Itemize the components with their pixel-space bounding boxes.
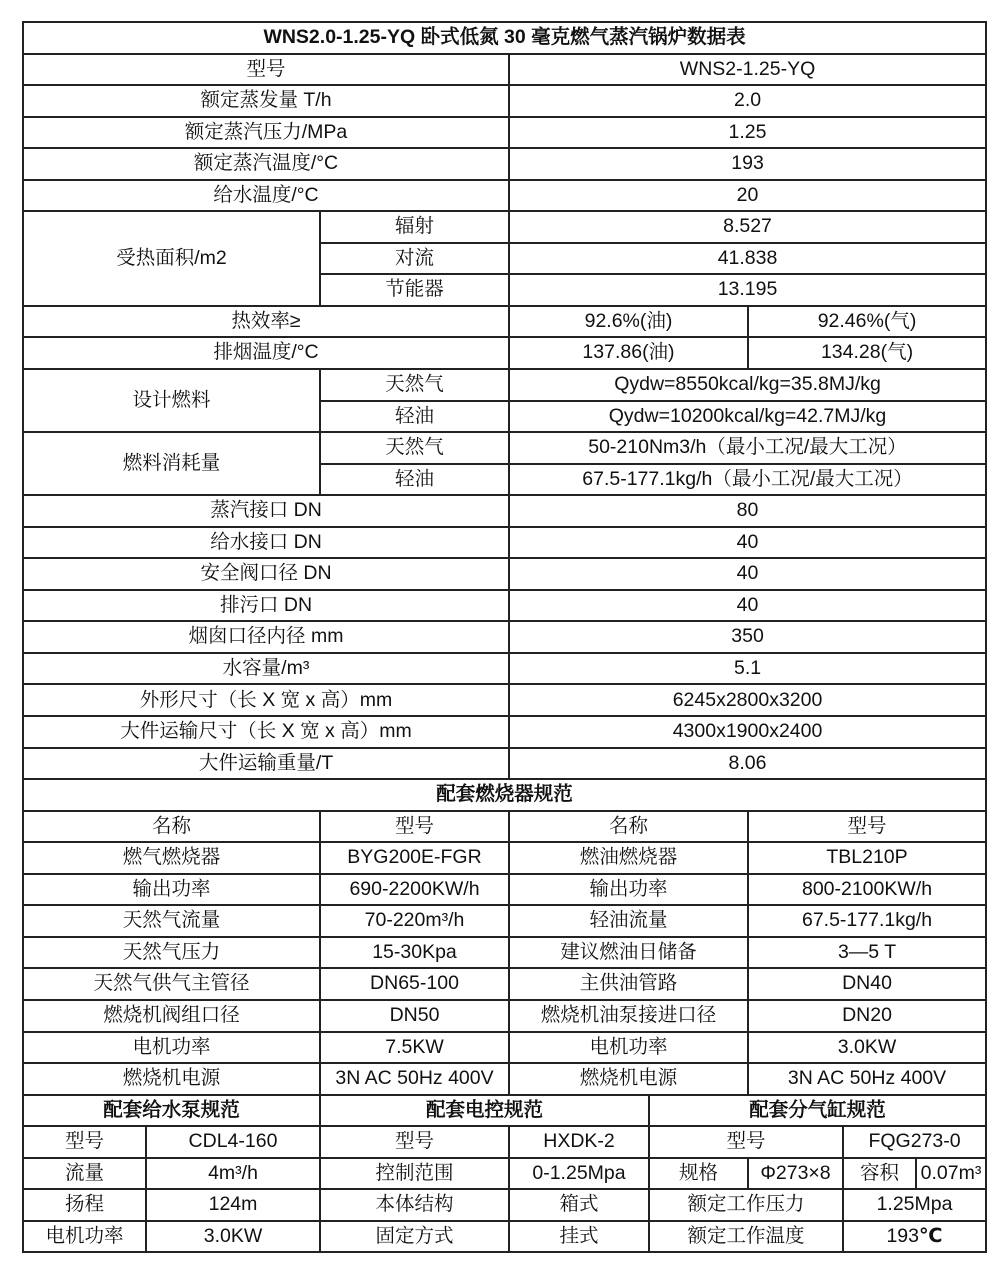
row-value-oil: 137.86(油) — [509, 337, 748, 369]
boiler-data-table — [22, 21, 987, 1253]
oil-burner-name: 轻油流量 — [509, 905, 748, 937]
oil-burner-value: TBL210P — [748, 842, 986, 874]
pump-value: 124m — [146, 1189, 320, 1221]
table-row — [23, 54, 986, 86]
control-label: 控制范围 — [320, 1158, 509, 1190]
control-value: 0-1.25Mpa — [509, 1158, 649, 1190]
row-label: 额定蒸汽温度/°C — [23, 148, 509, 180]
gas-burner-name: 天然气供气主管径 — [23, 968, 320, 1000]
gas-burner-name: 天然气压力 — [23, 937, 320, 969]
steam-header-value — [843, 1221, 986, 1253]
oil-burner-value: 67.5-177.1kg/h — [748, 905, 986, 937]
table-row — [23, 621, 986, 653]
table-row — [23, 211, 986, 243]
table-row — [23, 369, 986, 401]
row-label: 热效率≥ — [23, 306, 509, 338]
control-label: 固定方式 — [320, 1221, 509, 1253]
oil-burner-value: 800-2100KW/h — [748, 874, 986, 906]
table-row — [23, 937, 986, 969]
oil-burner-name: 建议燃油日储备 — [509, 937, 748, 969]
gas-burner-value: 70-220m³/h — [320, 905, 509, 937]
row-value: 40 — [509, 590, 986, 622]
table-row — [23, 1000, 986, 1032]
row-label: 安全阀口径 DN — [23, 558, 509, 590]
table-row — [23, 527, 986, 559]
burner-column-header-row — [23, 811, 986, 843]
group-label: 受热面积/m2 — [23, 211, 320, 306]
row-value: 5.1 — [509, 653, 986, 685]
row-label: 型号 — [23, 54, 509, 86]
table-row — [23, 148, 986, 180]
gas-burner-name: 输出功率 — [23, 874, 320, 906]
gas-burner-name: 燃烧机电源 — [23, 1063, 320, 1095]
gas-burner-name: 电机功率 — [23, 1032, 320, 1064]
sub-label: 轻油 — [320, 464, 509, 496]
column-header: 型号 — [320, 811, 509, 843]
sub-label: 辐射 — [320, 211, 509, 243]
oil-burner-value: DN20 — [748, 1000, 986, 1032]
row-label: 给水接口 DN — [23, 527, 509, 559]
row-label: 水容量/m³ — [23, 653, 509, 685]
oil-burner-name: 输出功率 — [509, 874, 748, 906]
table-row — [23, 1063, 986, 1095]
table-row — [23, 748, 986, 780]
steam-header-value: FQG273-0 — [843, 1126, 986, 1158]
row-value: Qydw=10200kcal/kg=42.7MJ/kg — [509, 401, 986, 433]
column-header: 名称 — [509, 811, 748, 843]
row-value: 2.0 — [509, 85, 986, 117]
steam-header-label: 型号 — [649, 1126, 843, 1158]
row-value: 6245x2800x3200 — [509, 684, 986, 716]
title-row — [23, 22, 986, 54]
row-label: 大件运输尺寸（长 X 宽 x 高）mm — [23, 716, 509, 748]
control-value: 箱式 — [509, 1189, 649, 1221]
pump-label: 流量 — [23, 1158, 146, 1190]
row-label: 给水温度/°C — [23, 180, 509, 212]
celsius-unit: ℃ — [918, 1224, 943, 1247]
steam-header-value: 1.25Mpa — [843, 1189, 986, 1221]
gas-burner-value: 690-2200KW/h — [320, 874, 509, 906]
pump-value: CDL4-160 — [146, 1126, 320, 1158]
row-value: 40 — [509, 527, 986, 559]
row-value: Qydw=8550kcal/kg=35.8MJ/kg — [509, 369, 986, 401]
table-title: WNS2.0-1.25-YQ 卧式低氮 30 毫克燃气蒸汽锅炉数据表 — [23, 22, 986, 54]
gas-burner-name: 燃烧机阀组口径 — [23, 1000, 320, 1032]
row-label: 蒸汽接口 DN — [23, 495, 509, 527]
steam-header-label: 容积 — [843, 1158, 916, 1190]
sub-label: 天然气 — [320, 369, 509, 401]
gas-burner-value: 15-30Kpa — [320, 937, 509, 969]
steam-header-value: Φ273×8 — [748, 1158, 843, 1190]
row-value-oil: 92.6%(油) — [509, 306, 748, 338]
steam-header-label: 额定工作压力 — [649, 1189, 843, 1221]
row-value: 80 — [509, 495, 986, 527]
oil-burner-name: 电机功率 — [509, 1032, 748, 1064]
pump-label: 型号 — [23, 1126, 146, 1158]
table-row — [23, 905, 986, 937]
burner-section-header: 配套燃烧器规范 — [23, 779, 986, 811]
control-label: 本体结构 — [320, 1189, 509, 1221]
oil-burner-name: 燃烧机油泵接进口径 — [509, 1000, 748, 1032]
steam-header-label: 额定工作温度 — [649, 1221, 843, 1253]
table-row — [23, 558, 986, 590]
section-header-row — [23, 779, 986, 811]
gas-burner-value: BYG200E-FGR — [320, 842, 509, 874]
row-value-gas: 134.28(气) — [748, 337, 986, 369]
oil-burner-name: 主供油管路 — [509, 968, 748, 1000]
row-value: 20 — [509, 180, 986, 212]
pump-label: 扬程 — [23, 1189, 146, 1221]
table-row — [23, 1032, 986, 1064]
table-row — [23, 653, 986, 685]
oil-burner-value: DN40 — [748, 968, 986, 1000]
table-row — [23, 180, 986, 212]
row-value: 1.25 — [509, 117, 986, 149]
table-row — [23, 716, 986, 748]
row-value: 13.195 — [509, 274, 986, 306]
group-label: 燃料消耗量 — [23, 432, 320, 495]
oil-burner-value: 3.0KW — [748, 1032, 986, 1064]
row-label: 外形尺寸（长 X 宽 x 高）mm — [23, 684, 509, 716]
sub-label: 天然气 — [320, 432, 509, 464]
row-label: 额定蒸汽压力/MPa — [23, 117, 509, 149]
row-label: 排烟温度/°C — [23, 337, 509, 369]
steam-header-label: 规格 — [649, 1158, 748, 1190]
oil-burner-value: 3N AC 50Hz 400V — [748, 1063, 986, 1095]
row-label: 额定蒸发量 T/h — [23, 85, 509, 117]
control-value: 挂式 — [509, 1221, 649, 1253]
column-header: 型号 — [748, 811, 986, 843]
row-value: 67.5-177.1kg/h（最小工况/最大工况） — [509, 464, 986, 496]
gas-burner-value: 7.5KW — [320, 1032, 509, 1064]
oil-burner-name: 燃油燃烧器 — [509, 842, 748, 874]
table-row — [23, 1158, 986, 1190]
gas-burner-value: 3N AC 50Hz 400V — [320, 1063, 509, 1095]
row-value: 8.06 — [509, 748, 986, 780]
temperature-value: 193 — [886, 1224, 919, 1247]
table-row — [23, 1189, 986, 1221]
pump-label: 电机功率 — [23, 1221, 146, 1253]
sub-label: 对流 — [320, 243, 509, 275]
table-row — [23, 495, 986, 527]
table-row — [23, 306, 986, 338]
row-label: 大件运输重量/T — [23, 748, 509, 780]
row-value: 40 — [509, 558, 986, 590]
row-value: 50-210Nm3/h（最小工况/最大工况） — [509, 432, 986, 464]
pump-value: 3.0KW — [146, 1221, 320, 1253]
table-row — [23, 684, 986, 716]
row-value: 350 — [509, 621, 986, 653]
section-header-row — [23, 1095, 986, 1127]
row-value: 193 — [509, 148, 986, 180]
table-row — [23, 1126, 986, 1158]
gas-burner-name: 天然气流量 — [23, 905, 320, 937]
row-value: WNS2-1.25-YQ — [509, 54, 986, 86]
table-row — [23, 85, 986, 117]
table-row — [23, 117, 986, 149]
control-value: HXDK-2 — [509, 1126, 649, 1158]
steam-header-section-header: 配套分气缸规范 — [649, 1095, 986, 1127]
row-label: 排污口 DN — [23, 590, 509, 622]
table-row — [23, 968, 986, 1000]
sub-label: 节能器 — [320, 274, 509, 306]
row-label: 烟囱口径内径 mm — [23, 621, 509, 653]
gas-burner-name: 燃气燃烧器 — [23, 842, 320, 874]
oil-burner-value: 3—5 T — [748, 937, 986, 969]
gas-burner-value: DN65-100 — [320, 968, 509, 1000]
row-value: 4300x1900x2400 — [509, 716, 986, 748]
control-section-header: 配套电控规范 — [320, 1095, 649, 1127]
table-row — [23, 590, 986, 622]
feed-pump-section-header: 配套给水泵规范 — [23, 1095, 320, 1127]
table-row — [23, 874, 986, 906]
table-row — [23, 337, 986, 369]
table-row — [23, 1221, 986, 1253]
row-value: 8.527 — [509, 211, 986, 243]
table-row — [23, 432, 986, 464]
column-header: 名称 — [23, 811, 320, 843]
row-value: 41.838 — [509, 243, 986, 275]
steam-header-value: 0.07m³ — [916, 1158, 986, 1190]
gas-burner-value: DN50 — [320, 1000, 509, 1032]
control-label: 型号 — [320, 1126, 509, 1158]
pump-value: 4m³/h — [146, 1158, 320, 1190]
table-row — [23, 842, 986, 874]
group-label: 设计燃料 — [23, 369, 320, 432]
oil-burner-name: 燃烧机电源 — [509, 1063, 748, 1095]
row-value-gas: 92.46%(气) — [748, 306, 986, 338]
sub-label: 轻油 — [320, 401, 509, 433]
